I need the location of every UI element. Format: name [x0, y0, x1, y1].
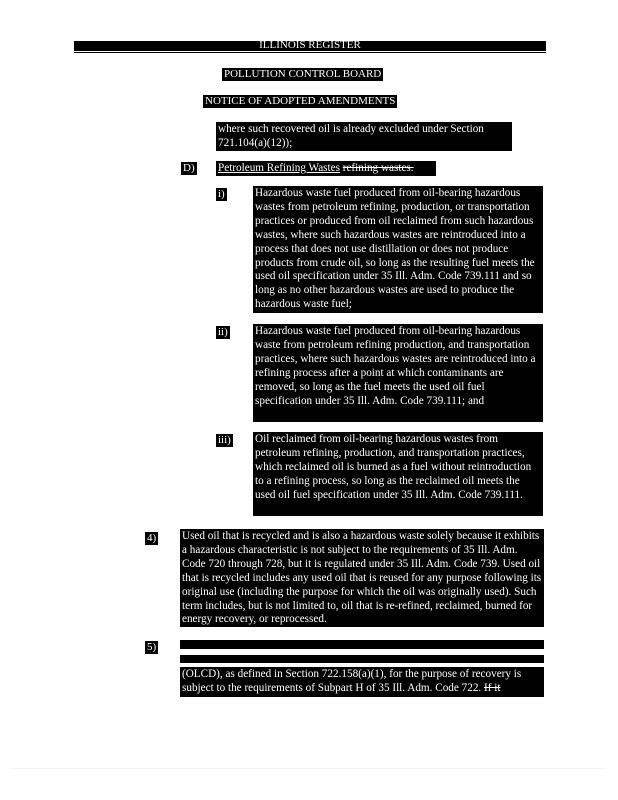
subitem-text: Hazardous waste fuel produced from oil-bearing hazardous wastes from petroleum refining, production, or transportation practices or produced from oil reclaimed from such hazardous wastes, where such hazardous wastes are reintroduced into a process that does not use distillation or does not produce products from crude oil, so long as the resulting fuel meets the used oil specification under 35 Ill. Adm. Code 739.111 and so long as no other hazardous wastes are used to produce the hazardous waste fuel; — [253, 186, 543, 313]
item-d-title: Petroleum Refining Wastes — [218, 162, 340, 174]
item-5-label: 5) — [147, 641, 157, 653]
scan-noise-line — [10, 768, 606, 769]
garbled-line-2 — [180, 655, 544, 663]
item-5-struck-tail: If it — [484, 681, 501, 694]
item-5-visible-text: (OLCD), as defined in Section 722.158(a)(1), for the purpose of recovery is subject to the requirements of Subpart H of 35 Ill. Adm. Code 722. — [182, 668, 522, 694]
subitem-text: Hazardous waste fuel produced from oil-bearing hazardous waste from petroleum refining production, and transportation practices, where such hazardous wastes are reintroduced into a refining process after a point at which contaminants are removed, so long as the fuel meets the used oil fuel specification under 35 Ill. Adm. Code 739.111; and — [253, 324, 543, 422]
notice-title: NOTICE OF ADOPTED AMENDMENTS — [205, 95, 396, 107]
subitem-label: iii) — [218, 434, 231, 446]
item-5-text — [180, 667, 544, 697]
item-4-text: Used oil that is recycled and is also a hazardous waste solely because it exhibits a hazardous characteristic is not subject to the requirements of 35 Ill. Adm. Code 720 through 728, but it is regulated under 35 Ill. Adm. Code 739. Used oil that is recycled includes any used oil that is reused for any purpose following its original use (including the purpose for which the oil was originally used). Such term includes, but is not limited to, oil that is re-refined, reclaimed, burned for energy recovery, or reprocessed. — [180, 529, 544, 627]
item-d-struck: refining wastes. — [342, 162, 414, 174]
board-title: POLLUTION CONTROL BOARD — [224, 68, 382, 80]
garbled-line-1 — [180, 640, 544, 649]
subitem-label: i) — [218, 188, 225, 200]
subitem-label: ii) — [218, 326, 228, 338]
item-d-label: D) — [183, 162, 195, 174]
subitem-text: Oil reclaimed from oil-bearing hazardous wastes from petroleum refining, production, and transportation practices, which reclaimed oil is burned as a fuel without reintroduction to a refining process, so long as the reclaimed oil meets the used oil fuel specification under 35 Ill. Adm. Code 739.111. — [253, 432, 543, 516]
continuation-text: where such recovered oil is already excluded under Section 721.104(a)(12)); — [216, 122, 512, 151]
item-d-heading — [216, 161, 436, 176]
register-title: ILLINOIS REGISTER — [259, 39, 361, 51]
header-rule — [74, 52, 546, 53]
item-4-label: 4) — [147, 532, 157, 544]
